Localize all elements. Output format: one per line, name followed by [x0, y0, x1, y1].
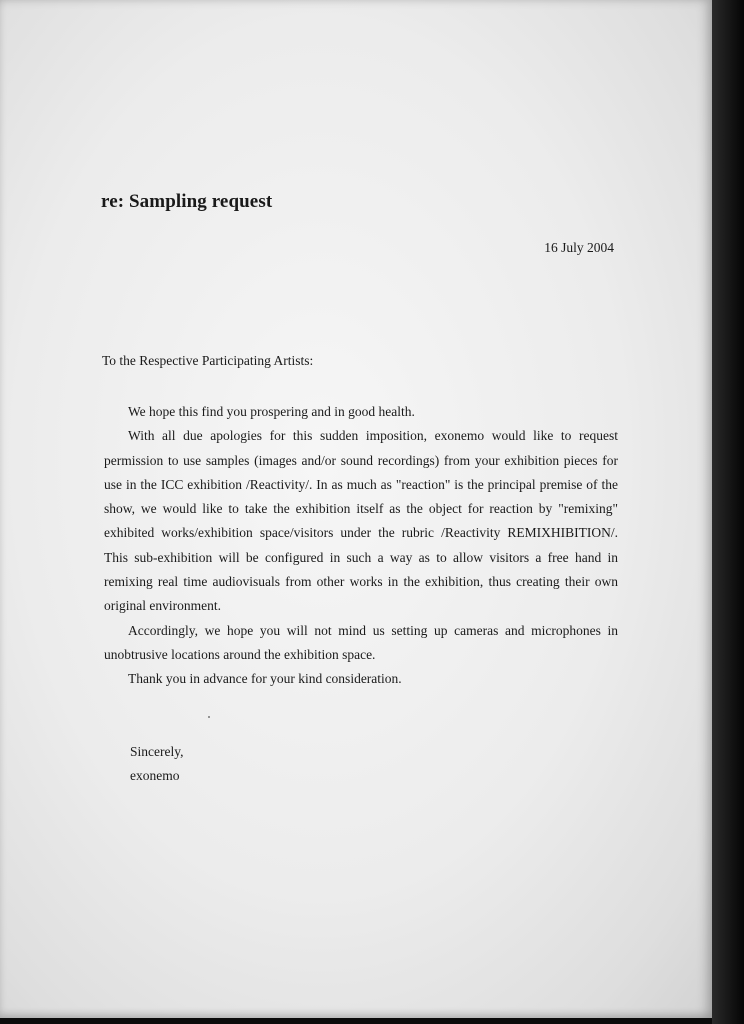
letter-salutation: To the Respective Participating Artists:: [102, 353, 314, 368]
scanner-edge: [712, 0, 744, 1024]
letter-date: 16 July 2004: [544, 240, 614, 255]
letter-title: re: Sampling request: [101, 191, 273, 212]
letter-closing: [130, 740, 183, 788]
paragraph: Accordingly, we hope you will not mind us setting up cameras and microphones in unobtrusive locations around the exhibition space.: [104, 622, 618, 662]
paper-speck: [208, 716, 210, 718]
paragraph: With all due apologies for this sudden imposition, exonemo would like to request permission to use samples (images and/or sound recordings) from your exhibition pieces for use in the ICC exhibition /Reactivity/. In as much as "reaction" is the principal premise of the show, we would like to take the exhibition itself as the object for reaction by "remixing" exhibited works/exhibition space/visitors under the rubric /Reactivity REMIXHIBITION/. This sub-exhibition will be configured in such a way as to allow visitors a free hand in remixing real time audiovisuals from other works in the exhibition, thus creating their own original environment.: [104, 428, 618, 614]
signature: exonemo: [130, 768, 180, 783]
closing-phrase: Sincerely,: [130, 744, 184, 759]
paragraph: Thank you in advance for your kind consideration.: [128, 671, 402, 687]
letter-body: [104, 400, 618, 692]
paragraph: We hope this find you prospering and in good health.: [128, 404, 415, 419]
